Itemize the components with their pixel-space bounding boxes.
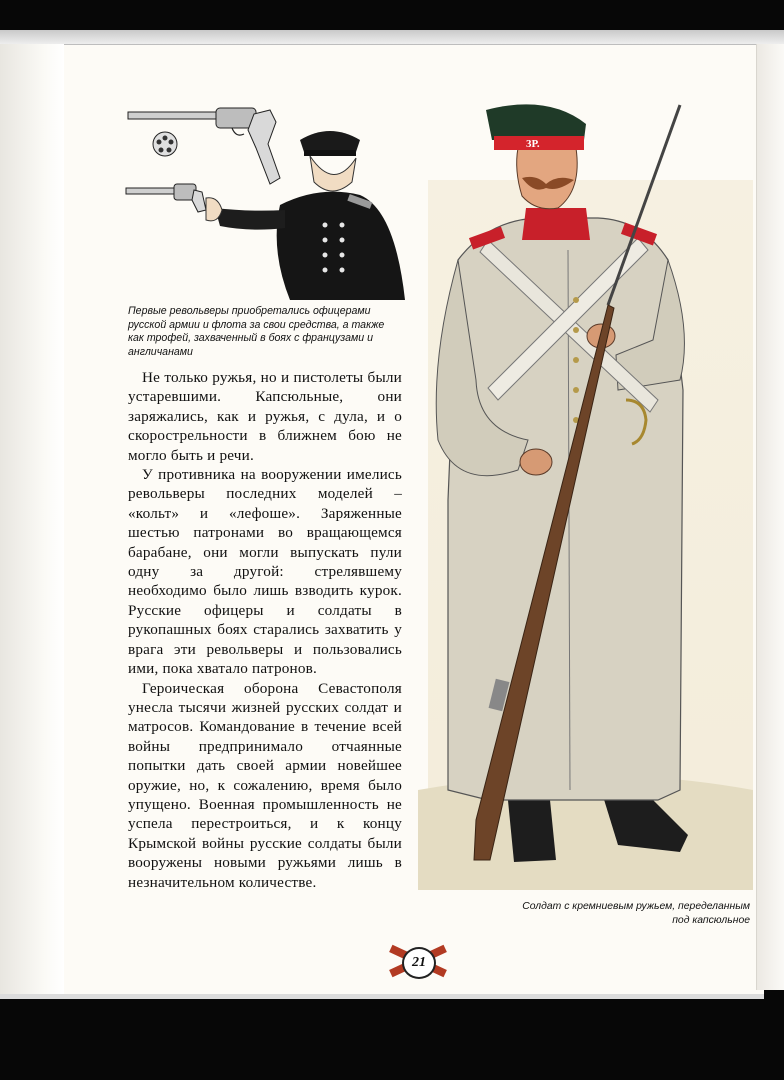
page-number: 21 <box>402 947 436 979</box>
left-hand <box>520 449 552 475</box>
cylinder-illustration <box>153 132 177 156</box>
soldier-caption: Солдат с кремниевым ружьем, переделанным под капсюльное <box>522 901 750 926</box>
cap-badge-text: 3Р. <box>526 138 540 150</box>
paragraph: У противника на вооружении имелись револьверы последних моделей – «кольт» и «лефоше». Заряженные шестью патронами во вращающемся барабане, они могли выпускать пули одну за другой: стрелявшему необходимо было лишь взводить курок. Русские офицеры и солдаты в рукопашных боях старались захватить у врага эти револьверы и пользовались ими, пока хватало патронов. <box>128 466 402 678</box>
revolver-large-illustration <box>128 108 280 184</box>
revolvers-caption: Первые револьверы приобретались офицерами русской армии и флота за свои средства, а также как трофей, захваченный в боях с французами и англичанами <box>128 305 385 358</box>
page-right-edge <box>756 44 784 990</box>
red-collar <box>522 208 590 240</box>
page-bottom-edge <box>0 994 764 999</box>
scan-top-edge <box>0 30 784 44</box>
paragraph: Героическая оборона Севастополя унесла тысячи жизней русских солдат и матросов. Командование в течение всей войны предпринимало отчаянные попытки дать своей армии новейшее оружие, но, к сожалению, время было упущено. Военная промышленность не успела перестроиться, и к концу Крымской войны русские солдаты были вооружены новыми ружьями лишь в незначительном количестве. <box>128 679 402 891</box>
body-text <box>128 368 402 892</box>
paragraph: Не только ружья, но и пистолеты были устаревшими. Капсюльные, они заряжались, как и ружья, с дула, и о скорострельности в ближнем бою не могло быть и речи. <box>128 369 402 464</box>
page-spine-shadow <box>0 44 64 994</box>
soldier-illustration <box>418 100 758 900</box>
naval-officer-illustration <box>206 131 405 300</box>
forage-cap <box>486 104 586 140</box>
page-number-emblem <box>388 940 448 982</box>
revolvers-officer-illustration <box>120 100 410 300</box>
revolver-small-illustration <box>126 184 206 212</box>
